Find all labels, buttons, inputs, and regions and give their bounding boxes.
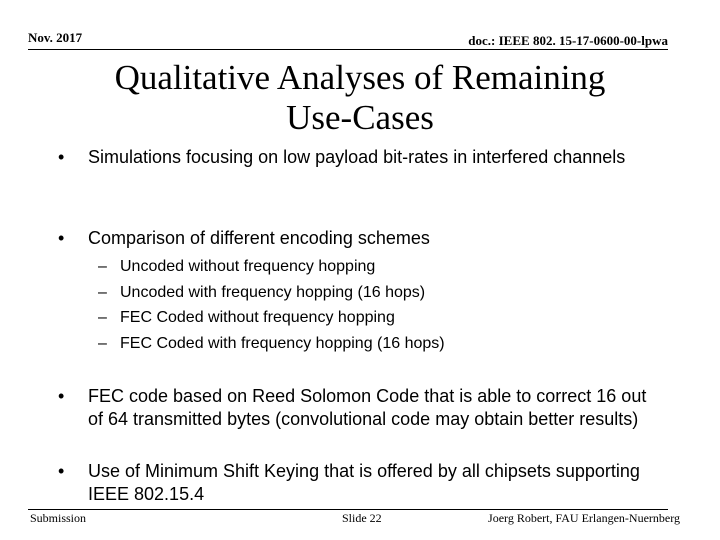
sub-bullet-text: Uncoded without frequency hopping — [120, 258, 376, 275]
sub-bullet-text: Uncoded with frequency hopping (16 hops) — [120, 283, 426, 301]
footer-author: Joerg Robert, FAU Erlangen-Nuernberg — [488, 511, 680, 525]
bullet-text: Use of Minimum Shift Keying that is offered by all chipsets supporting IEEE 802.15.4 — [88, 461, 640, 504]
footer-slide-number: Slide 22 — [342, 511, 382, 525]
bullet-mark: • — [58, 461, 65, 481]
footer-submission: Submission — [30, 511, 87, 525]
header-doc-id: doc.: IEEE 802. 15-17-0600-00-lpwa — [468, 33, 668, 48]
dash-mark: – — [98, 309, 107, 326]
header-date: Nov. 2017 — [28, 30, 83, 45]
bullet-text: FEC code based on Reed Solomon Code that is able to correct 16 out of 64 transmitted bytes (convolutional code may obtain better results) — [88, 386, 647, 429]
sub-bullet-text: FEC Coded without frequency hopping — [120, 309, 395, 326]
bullet-item — [58, 227, 658, 250]
dash-mark: – — [98, 334, 107, 352]
dash-mark: – — [98, 258, 107, 275]
bullet-item — [58, 146, 658, 169]
bullet-item — [58, 460, 658, 505]
slide-title-line-1: Qualitative Analyses of Remaining — [114, 58, 606, 97]
sub-bullet-text: FEC Coded with frequency hopping (16 hops) — [120, 334, 445, 352]
bullet-item — [58, 385, 658, 430]
bullet-text: Comparison of different encoding schemes — [88, 228, 430, 248]
bullet-text: Simulations focusing on low payload bit-rates in interfered channels — [88, 147, 626, 167]
bullet-mark: • — [58, 386, 65, 406]
header-divider — [28, 49, 668, 50]
footer-divider — [28, 509, 668, 510]
bullet-mark: • — [58, 228, 65, 248]
slide-title-line-2: Use-Cases — [286, 98, 434, 137]
dash-mark: – — [98, 283, 107, 301]
slide-title — [90, 58, 630, 138]
bullet-mark: • — [58, 147, 65, 167]
